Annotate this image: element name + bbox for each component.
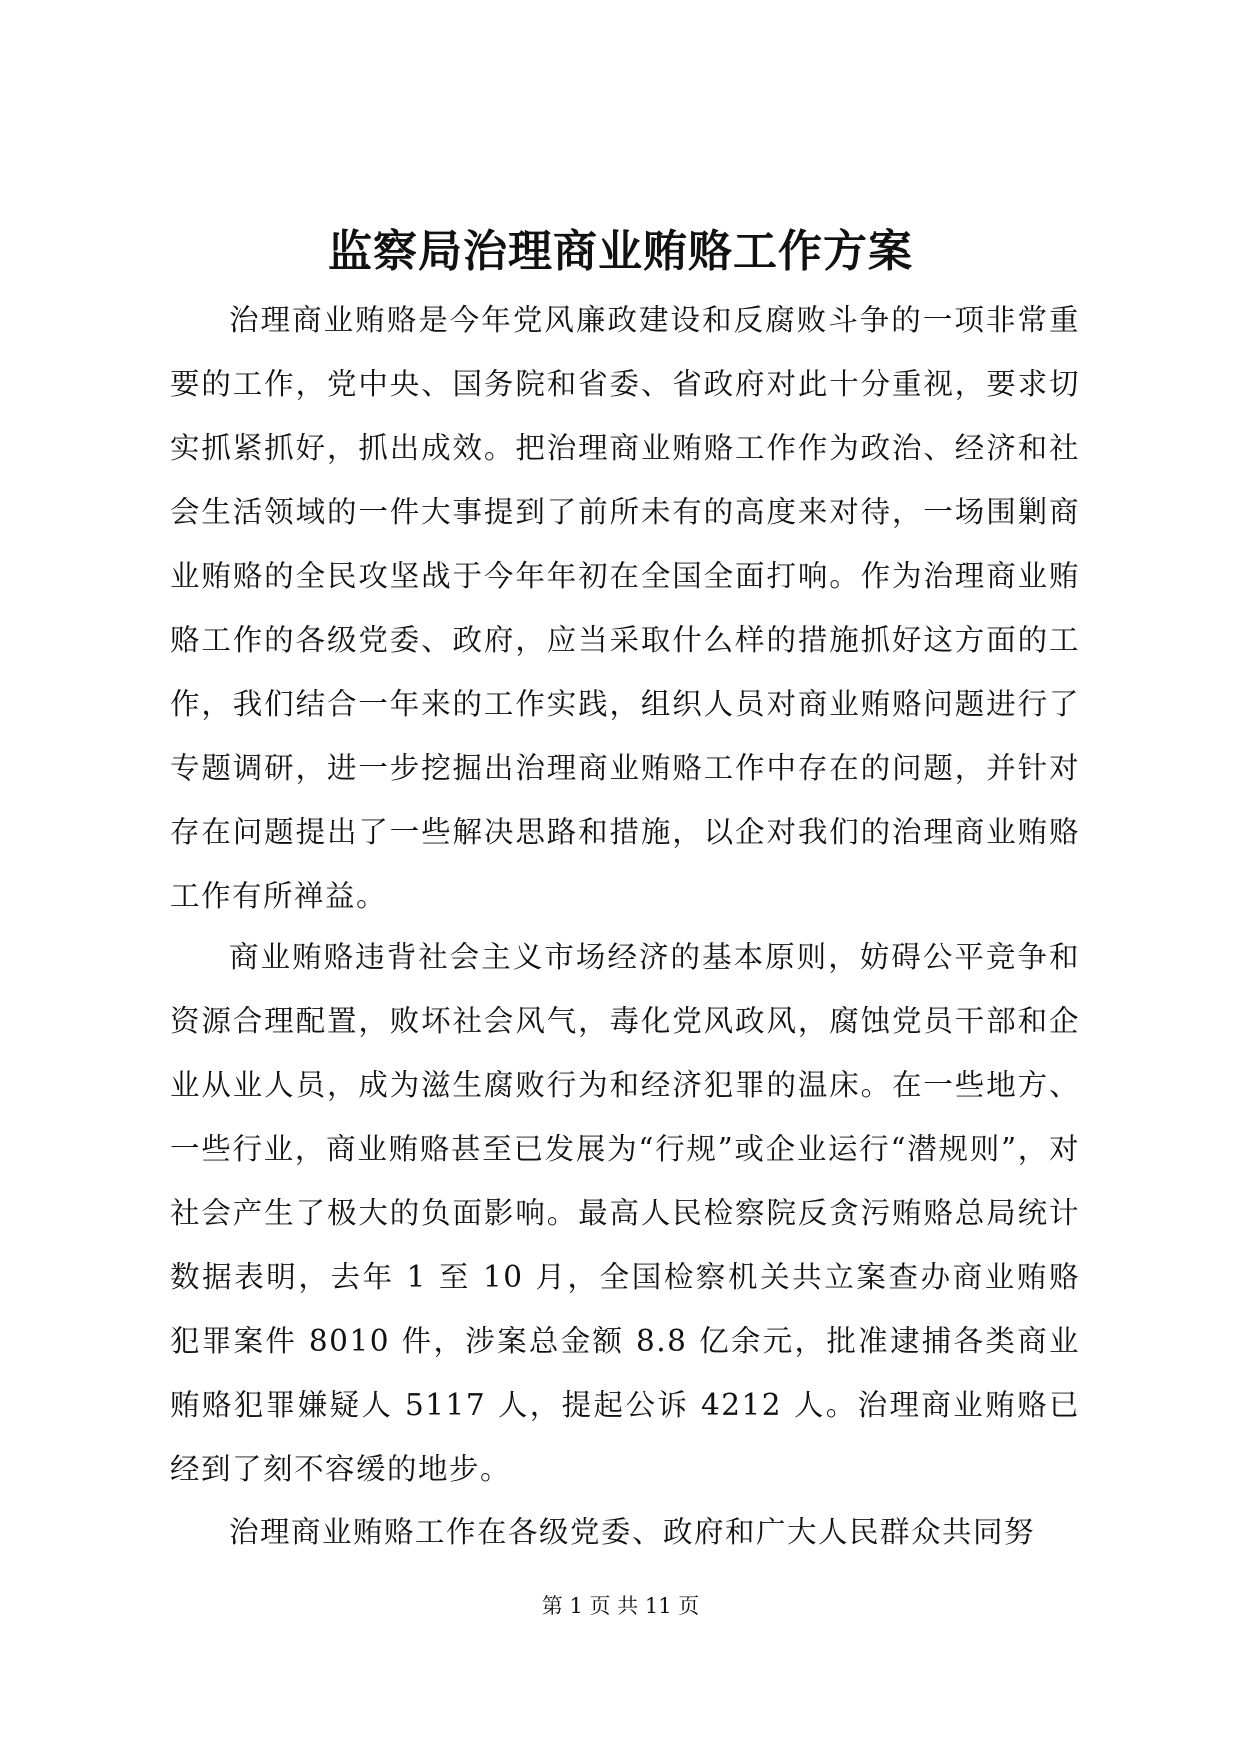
paragraph-3: 治理商业贿赂工作在各级党委、政府和广大人民群众共同努	[229, 1515, 1036, 1549]
paragraph-1: 治理商业贿赂是今年党风廉政建设和反腐败斗争的一项非常重要的工作，党中央、国务院和省委、省政府对此十分重视，要求切实抓紧抓好，抓出成效。把治理商业贿赂工作作为政治、经济和社会生活领域的一件大事提到了前所未有的高度来对待，一场围剿商业贿赂的全民攻坚战于今年年初在全国全面打响。作为治理商业贿赂工作的各级党委、政府，应当采取什么样的措施抓好这方面的工作，我们结合一年来的工作实践，组织人员对商业贿赂问题进行了专题调研，进一步挖掘出治理商业贿赂工作中存在的问题，并针对存在问题提出了一些解决思路和措施，以企对我们的治理商业贿赂工作有所禅益。	[170, 303, 1080, 913]
paragraph-2: 商业贿赂违背社会主义市场经济的基本原则，妨碍公平竞争和资源合理配置，败坏社会风气，毒化党风政风，腐蚀党员干部和企业从业人员，成为滋生腐败行为和经济犯罪的温床。在一些地方、一些行业，商业贿赂甚至已发展为“行规”或企业运行“潜规则”，对社会产生了极大的负面影响。最高人民检察院反贪污贿赂总局统计数据表明，去年 1 至 10 月，全国检察机关共立案查办商业贿赂犯罪案件 8010 件，涉案总金额 8.8 亿余元，批准逮捕各类商业贿赂犯罪嫌疑人 5117 人，提起公诉 4212 人。治理商业贿赂已经到了刻不容缓的地步。	[170, 940, 1080, 1486]
document-title: 监察局治理商业贿赂工作方案	[328, 226, 913, 277]
page-number-footer: 第 1 页 共 11 页	[541, 1594, 700, 1618]
